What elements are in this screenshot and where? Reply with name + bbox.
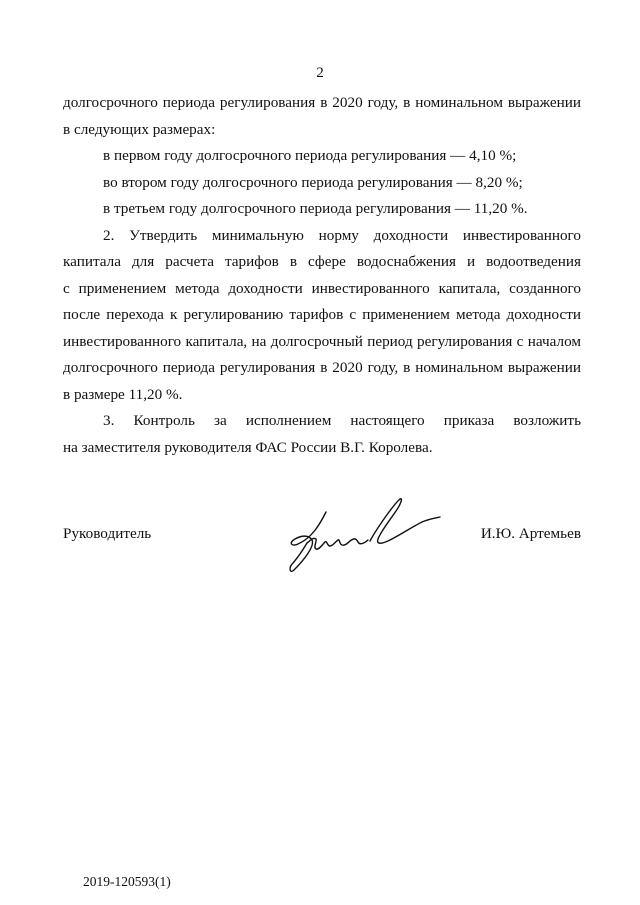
list-item: во втором году долгосрочного периода регулирования — 8,20 %; (103, 173, 523, 191)
paragraph-3-line: на заместителя руководителя ФАС России В.Г. Королева. (63, 438, 433, 456)
list-item: в первом году долгосрочного периода регулирования — 4,10 %; (103, 147, 517, 164)
list-item: в третьем году долгосрочного периода регулирования — 11,20 %. (103, 200, 528, 217)
paragraph-2-line: инвестированного капитала, на долгосрочный период регулирования с началом (63, 332, 581, 350)
paragraph-2-line: после перехода к регулированию тарифов с применением метода доходности (63, 306, 581, 323)
signatory-title: Руководитель (63, 525, 152, 542)
document-body (63, 90, 581, 461)
text-line: в следующих размерах: (63, 120, 216, 138)
signatory-name: И.Ю. Артемьев (480, 525, 581, 542)
page-number: 2 (316, 64, 324, 81)
text-line: долгосрочного периода регулирования в 2020 году, в номинальном выражении (63, 94, 581, 111)
paragraph-2-line: с применением метода доходности инвестированного капитала, созданного (63, 279, 581, 297)
paragraph-2-line: капитала для расчета тарифов в сфере водоснабжения и водоотведения (63, 253, 581, 270)
document-id: 2019-120593(1) (83, 874, 171, 889)
paragraph-2-line: долгосрочного периода регулирования в 2020 году, в номинальном выражении (63, 359, 581, 376)
paragraph-3-line: 3. Контроль за исполнением настоящего приказа возложить (103, 412, 581, 429)
handwritten-signature (282, 494, 442, 576)
paragraph-2-line: в размере 11,20 %. (63, 385, 183, 403)
paragraph-2-line: 2. Утвердить минимальную норму доходности инвестированного (103, 226, 581, 244)
